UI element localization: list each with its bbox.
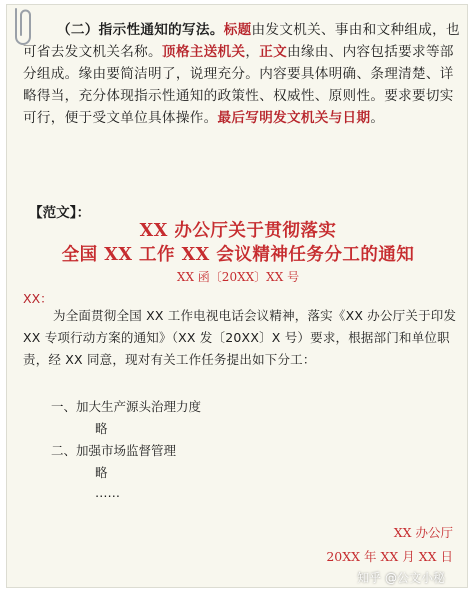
recipient-label: 顶格主送机关 [161,44,246,60]
sample-title-line2: 全国 XX 工作 XX 会议精神任务分工的通知 [61,245,415,265]
issuer-signature: XX 办公厅 [393,525,453,540]
guidance-paragraph [23,19,463,129]
separator: ， [245,44,260,60]
title-label: 标题 [223,22,252,38]
list-item-detail: 略 [95,465,108,480]
sample-body-text: 为全面贯彻全国 XX 工作电视电话会议精神，落实《XX 办公厅关于印发 XX 专项行动方案的通知》（XX 发〔20XX〕X 号）要求，根据部门和单位职责，经 XX 同意，现对有关工作任务提出如下分工： [23,308,457,367]
sample-recipient: XX： [23,291,53,306]
document-page [6,4,468,588]
sample-label: 【范文】： [29,205,91,221]
document-number: XX 函〔20XX〕XX 号 [176,270,300,284]
issue-date: 20XX 年 XX 月 XX 日 [326,549,453,564]
list-item: 一、加大生产源头治理力度 [51,399,202,414]
body-label: 正文 [259,44,288,60]
list-item-detail: 略 [95,421,108,436]
ellipsis: …… [95,485,120,500]
closing-end: 。 [370,110,385,126]
section-heading: （二）指示性通知的写法。 [57,22,224,38]
title-text: 由发文机关、事由和文种组成，也可省去发文机关名称。 [23,22,460,60]
closing-label: 最后写明发文机关与日期 [217,110,371,126]
watermark: 知乎 @公文小秘 [357,571,445,585]
sample-body [23,305,463,371]
body-text: 由缘由、内容包括要求等部分组成。缘由要简洁明了，说理充分。内容要具体明确、条理清楚、详略得当，充分体现指示性通知的政策性、权威性、原则性。要求要切实可行，便于受文单位具体操作。 [23,44,454,126]
list-item: 二、加强市场监督管理 [51,443,177,458]
sample-title-line1: XX 办公厅关于贯彻落实 [139,221,337,241]
